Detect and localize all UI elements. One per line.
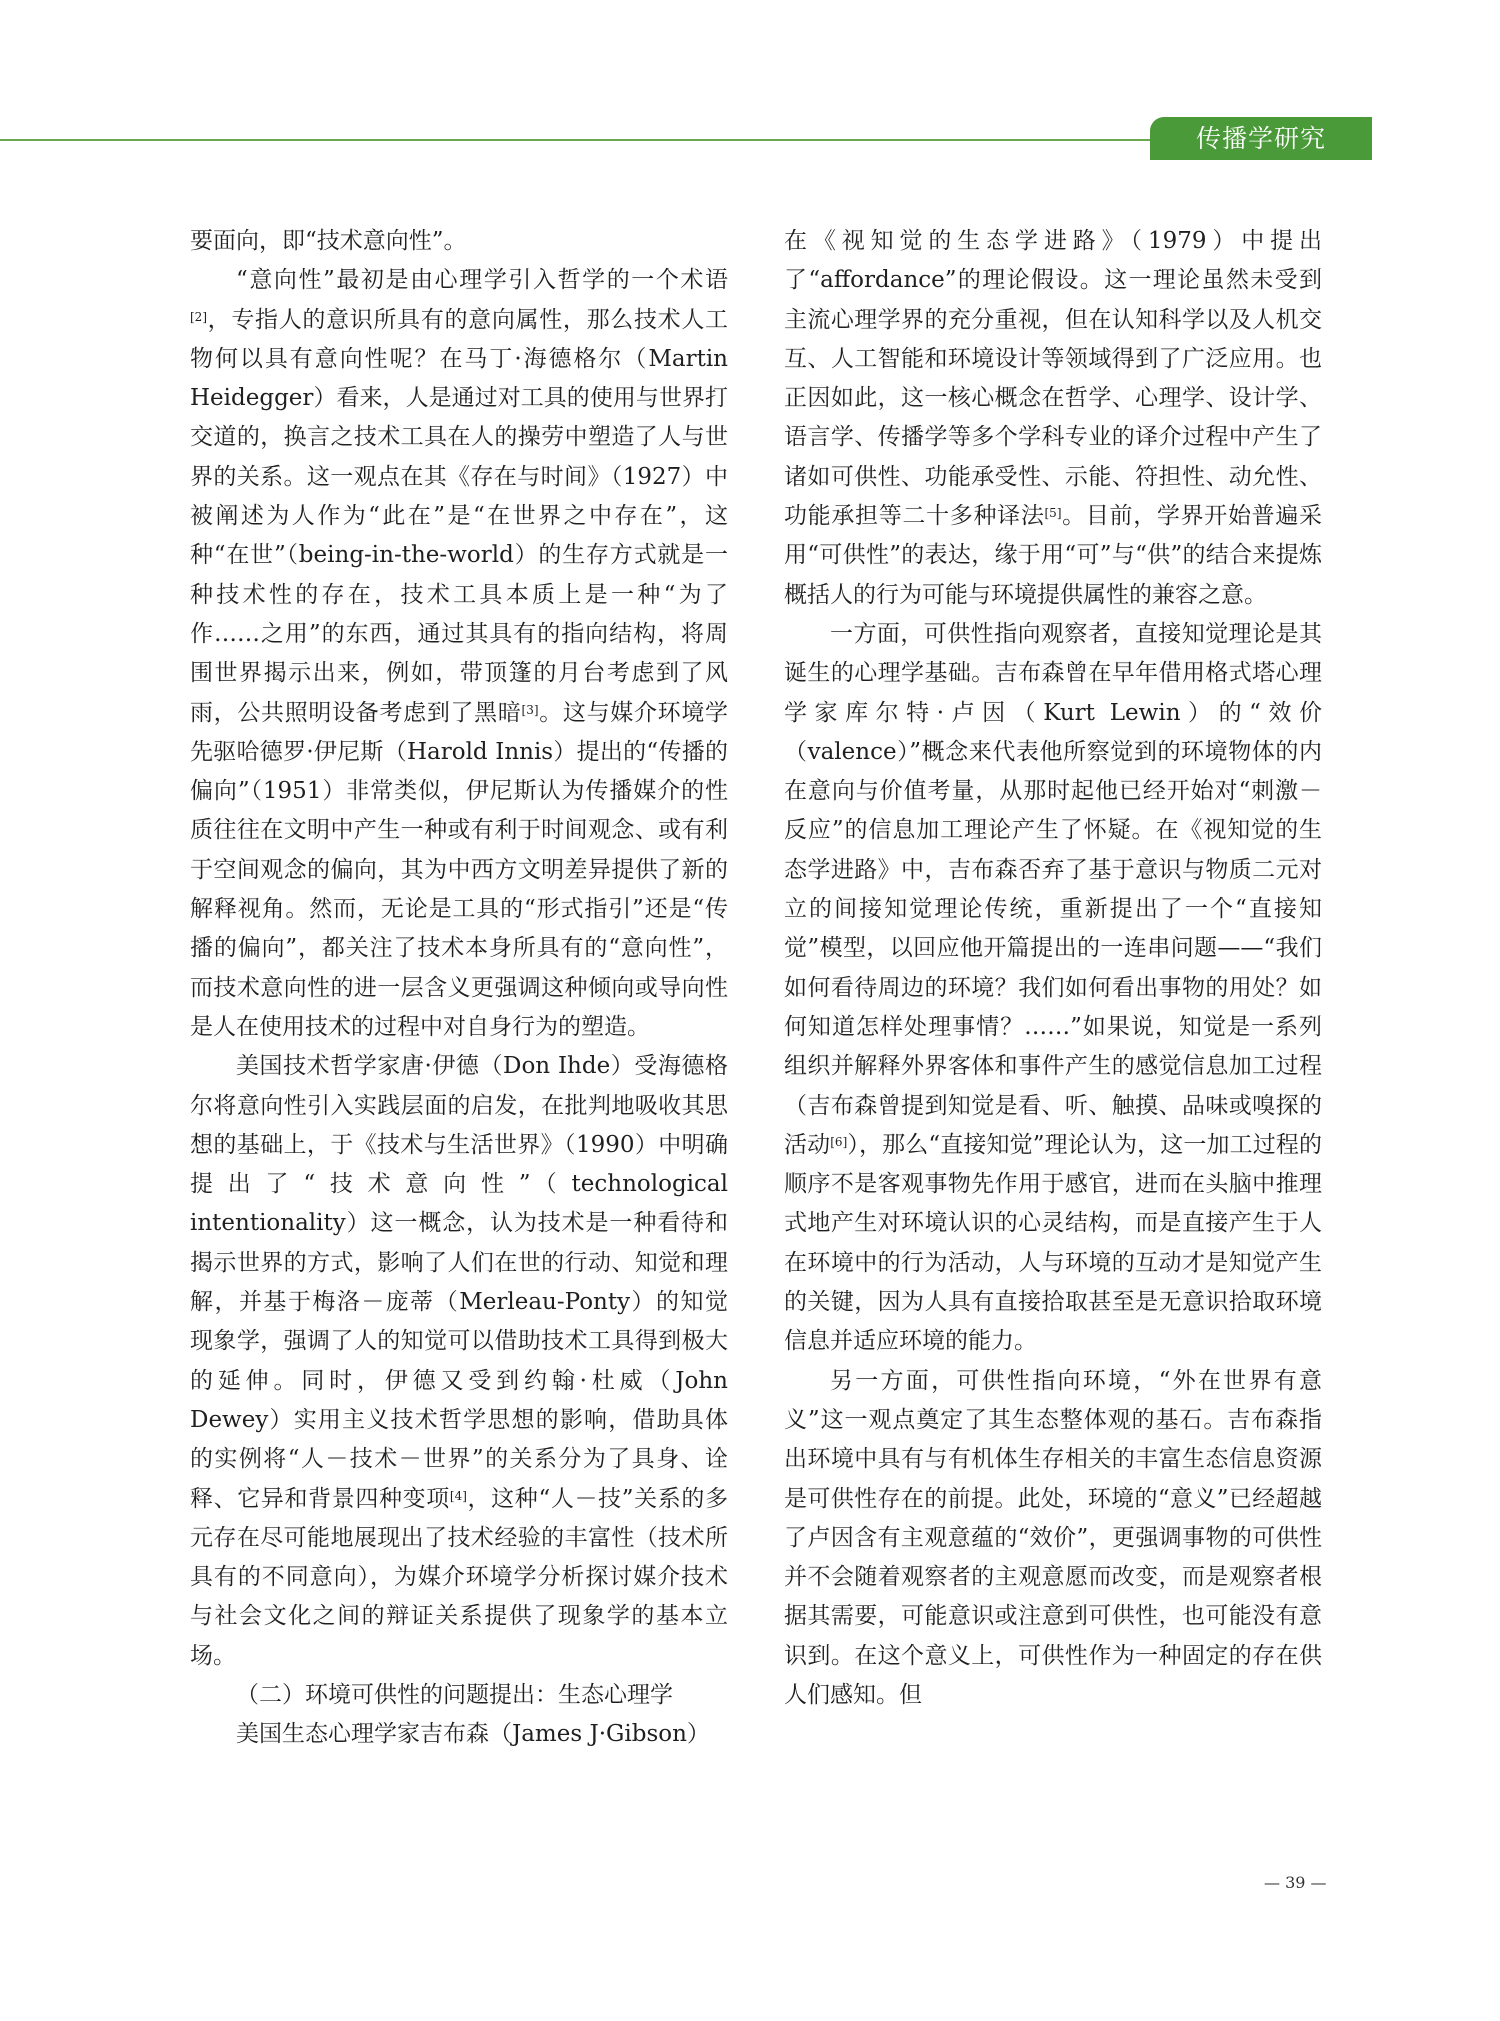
paragraph-text: ），那么“直接知觉”理论认为，这一加工过程的顺序不是客观事物先作用于感官，进而在头脑中推理式地产生对环境认识的心灵结构，而是直接产生于人在环境中的行为活动，人与环境的互动才是知觉产生的关键，因为人具有直接拾取甚至是无意识拾取环境信息并适应环境的能力。: [784, 1131, 1322, 1355]
citation-ref: [4]: [449, 1488, 467, 1503]
paragraph-text: 一方面，可供性指向观察者，直接知觉理论是其诞生的心理学基础。吉布森曾在早年借用格式塔心理学家库尔特·卢因（Kurt Lewin）的“效价（valence）”概念来代表他所察觉到的环境物体的内在意向与价值考量，从那时起他已经开始对“刺激－反应”的信息加工理论产生了怀疑。在《视知觉的生态学进路》中，吉布森否弃了基于意识与物质二元对立的间接知觉理论传统，重新提出了一个“直接知觉”模型，以回应他开篇提出的一连串问题——“我们如何看待周边的环境？我们如何看出事物的用处？如何知道怎样处理事情？……”如果说，知觉是一系列组织并解释外界客体和事件产生的感觉信息加工过程（吉布森曾提到知觉是看、听、触摸、品味或嗅探的活动: [784, 620, 1322, 1158]
paragraph-text: ，专指人的意识所具有的意向属性，那么技术人工物何以具有意向性呢？在马丁·海德格尔（Martin Heidegger）看来，人是通过对工具的使用与世界打交道的，换言之技术工具在人的操劳中塑造了人与世界的关系。这一观点在其《存在与时间》（1927）中被阐述为人作为“此在”是“在世界之中存在”，这种“在世”（being-in-the-world）的生存方式就是一种技术性的存在，技术工具本质上是一种“为了作……之用”的东西，通过其具有的指向结构，将周围世界揭示出来，例如，带顶篷的月台考虑到了风雨，公共照明设备考虑到了黑暗: [190, 306, 728, 726]
paragraph-text: “意向性”最初是由心理学引入哲学的一个术语: [236, 267, 728, 294]
paragraph-text: ，这种“人－技”关系的多元存在尽可能地展现出了技术经验的丰富性（技术所具有的不同意向），为媒介环境学分析探讨媒介技术与社会文化之间的辩证关系提供了现象学的基本立场。: [190, 1485, 728, 1669]
page-number: — 39 —: [1264, 1873, 1327, 1892]
citation-ref: [5]: [1044, 506, 1062, 521]
paragraph-text: 美国技术哲学家唐·伊德（Don Ihde）受海德格尔将意向性引入实践层面的启发，在批判地吸收其思想的基础上，于《技术与生活世界》（1990）中明确提出了“技术意向性”（technological intentionality）这一概念，认为技术是一种看待和揭示世界的方式，影响了人们在世的行动、知觉和理解，并基于梅洛－庞蒂（Merleau-Ponty）的知觉现象学，强调了人的知觉可以借助技术工具得到极大的延伸。同时，伊德又受到约翰·杜威（John Dewey）实用主义技术哲学思想的影响，借助具体的实例将“人－技术－世界”的关系分为了具身、诠释、它异和背景四种变项: [190, 1053, 728, 1512]
paragraph: [784, 615, 1322, 1362]
paragraph: [190, 1047, 728, 1676]
paragraph-text: 在《视知觉的生态学进路》（1979）中提出了“affordance”的理论假设。这一理论虽然未受到主流心理学界的充分重视，但在认知科学以及人机交互、人工智能和环境设计等领域得到了广泛应用。也正因如此，这一核心概念在哲学、心理学、设计学、语言学、传播学等多个学科专业的译介过程中产生了诸如可供性、功能承受性、示能、符担性、动允性、功能承担等二十多种译法: [784, 228, 1322, 530]
section-header-tab: 传播学研究: [1150, 117, 1372, 160]
paragraph: 要面向，即“技术意向性”。: [190, 228, 467, 254]
citation-ref: [6]: [830, 1134, 848, 1149]
paragraph-text: 。这与媒介环境学先驱哈德罗·伊尼斯（Harold Innis）提出的“传播的偏向”（1951）非常类似，伊尼斯认为传播媒介的性质往往在文明中产生一种或有利于时间观念、或有利于空间观念的偏向，其为中西方文明差异提供了新的解释视角。然而，无论是工具的“形式指引”还是“传播的偏向”，都关注了技术本身所具有的“意向性”，而技术意向性的进一层含义更强调这种倾向或导向性是人在使用技术的过程中对自身行为的塑造。: [190, 699, 729, 1040]
citation-ref: [3]: [521, 702, 539, 717]
citation-ref: [2]: [190, 309, 207, 324]
right-column: [784, 222, 1322, 1715]
paragraph: [190, 261, 728, 1047]
paragraph-text: 。目前，学界开始普遍采用“可供性”的表达，缘于用“可”与“供”的结合来提炼概括人的行为可能与环境提供属性的兼容之意。: [784, 503, 1323, 608]
paragraph: 另一方面，可供性指向环境，“外在世界有意义”这一观点奠定了其生态整体观的基石。吉布森指出环境中具有与有机体生存相关的丰富生态信息资源是可供性存在的前提。此处，环境的“意义”已经超越了卢因含有主观意蕴的“效价”，更强调事物的可供性并不会随着观察者的主观意愿而改变，而是观察者根据其需要，可能意识或注意到可供性，也可能没有意识到。在这个意义上，可供性作为一种固定的存在供人们感知。但: [784, 1367, 1322, 1708]
left-column: [190, 222, 728, 1755]
paragraph: 美国生态心理学家吉布森（James J·Gibson）: [236, 1721, 710, 1748]
header-rule: [0, 139, 1165, 141]
subheading: （二）环境可供性的问题提出：生态心理学: [236, 1681, 673, 1708]
paragraph: [784, 222, 1322, 615]
